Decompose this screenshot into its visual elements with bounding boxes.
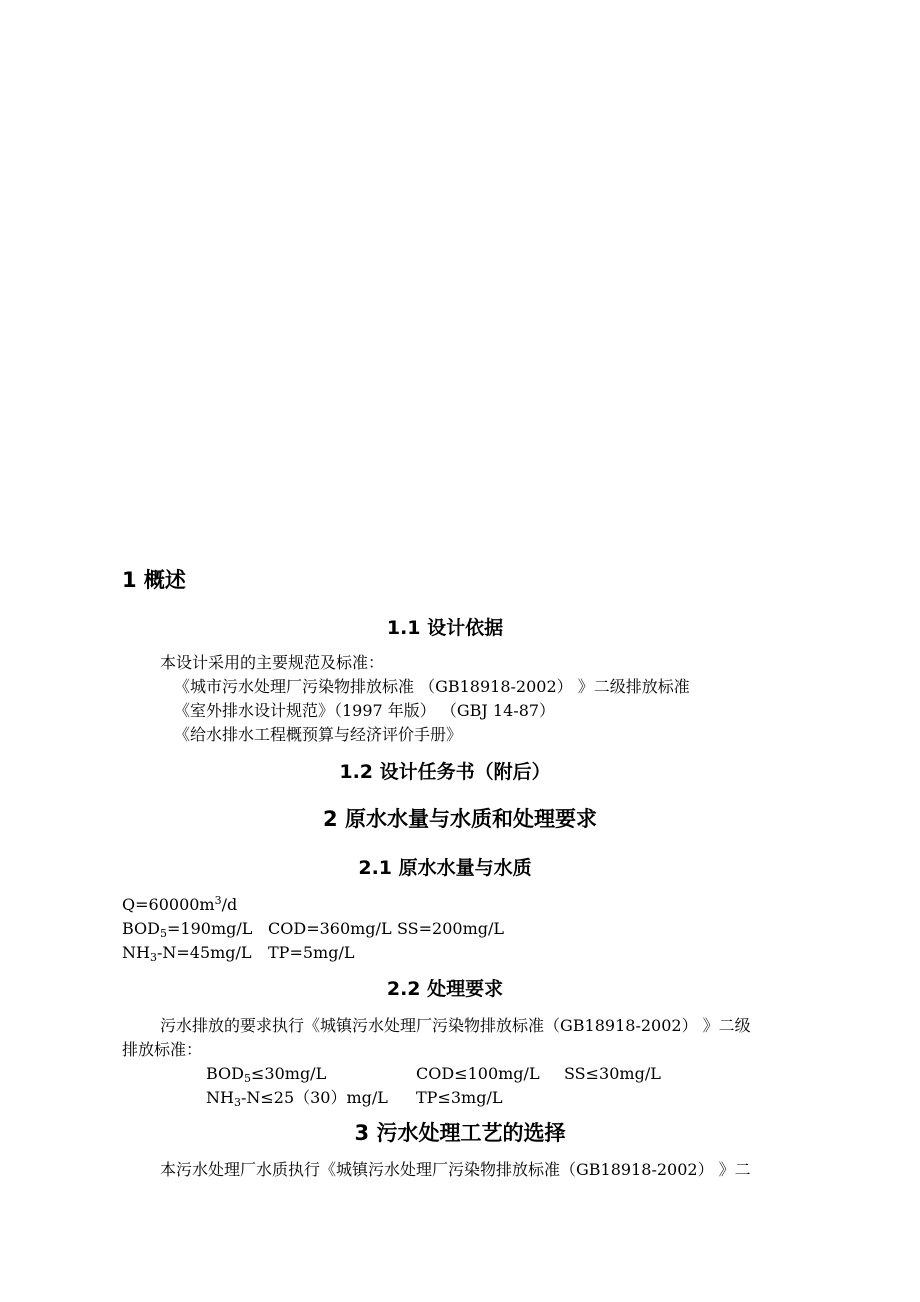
section-3-paragraph-line-1: 本污水处理厂水质执行《城镇污水处理厂污染物排放标准（GB18918-2002） 》二 (160, 1160, 751, 1179)
raw-tp: TP=5mg/L (268, 943, 355, 962)
effluent-row-2 (206, 1088, 686, 1108)
effluent-ss: SS≤30mg/L (564, 1064, 661, 1083)
requirement-paragraph-line-1: 污水排放的要求执行《城镇污水处理厂污染物排放标准（GB18918-2002） 》二级 (160, 1016, 751, 1035)
effluent-cod: COD≤100mg/L (416, 1064, 540, 1083)
standard-item-1: 《城市污水处理厂污染物排放标准 （GB18918-2002） 》二级排放标准 (174, 677, 690, 696)
section-2-2-heading: 2.2 处理要求 (386, 978, 504, 1000)
requirement-paragraph-line-2: 排放标准： (122, 1040, 203, 1059)
raw-ss: SS=200mg/L (397, 919, 505, 938)
section-2-heading: 2 原水水量与水质和处理要求 (323, 807, 597, 831)
effluent-bod: $BOD_5\le 30mg/L$ (206, 1064, 327, 1085)
standard-item-2: 《室外排水设计规范》（1997 年版） （GBJ 14-87） (174, 701, 556, 720)
effluent-tp: TP≤3mg/L (416, 1088, 503, 1107)
standard-item-3: 《给水排水工程概预算与经济评价手册》 (174, 725, 463, 744)
effluent-nh3n: $NH_3-N\le 25(30)mg/L$ (206, 1088, 388, 1109)
standards-intro: 本设计采用的主要规范及标准： (160, 653, 385, 672)
section-1-2-heading: 1.2 设计任务书（附后） (339, 761, 551, 783)
raw-bod: $BOD_5=190mg/L$ (122, 919, 253, 940)
section-3-heading: 3 污水处理工艺的选择 (354, 1121, 566, 1145)
effluent-row-1 (206, 1064, 686, 1084)
section-2-1-heading: 2.1 原水水量与水质 (358, 857, 532, 879)
section-1-1-heading: 1.1 设计依据 (386, 617, 504, 639)
flow-rate: $Q=60000m^3/d$ (122, 894, 238, 914)
raw-quality-row-2 (122, 943, 542, 963)
raw-quality-row-1 (122, 919, 542, 939)
section-1-heading: 1 概述 (122, 568, 186, 592)
raw-cod: COD=360mg/L (268, 919, 392, 938)
raw-nh3n: $NH_3-N=45mg/L$ (122, 943, 252, 964)
